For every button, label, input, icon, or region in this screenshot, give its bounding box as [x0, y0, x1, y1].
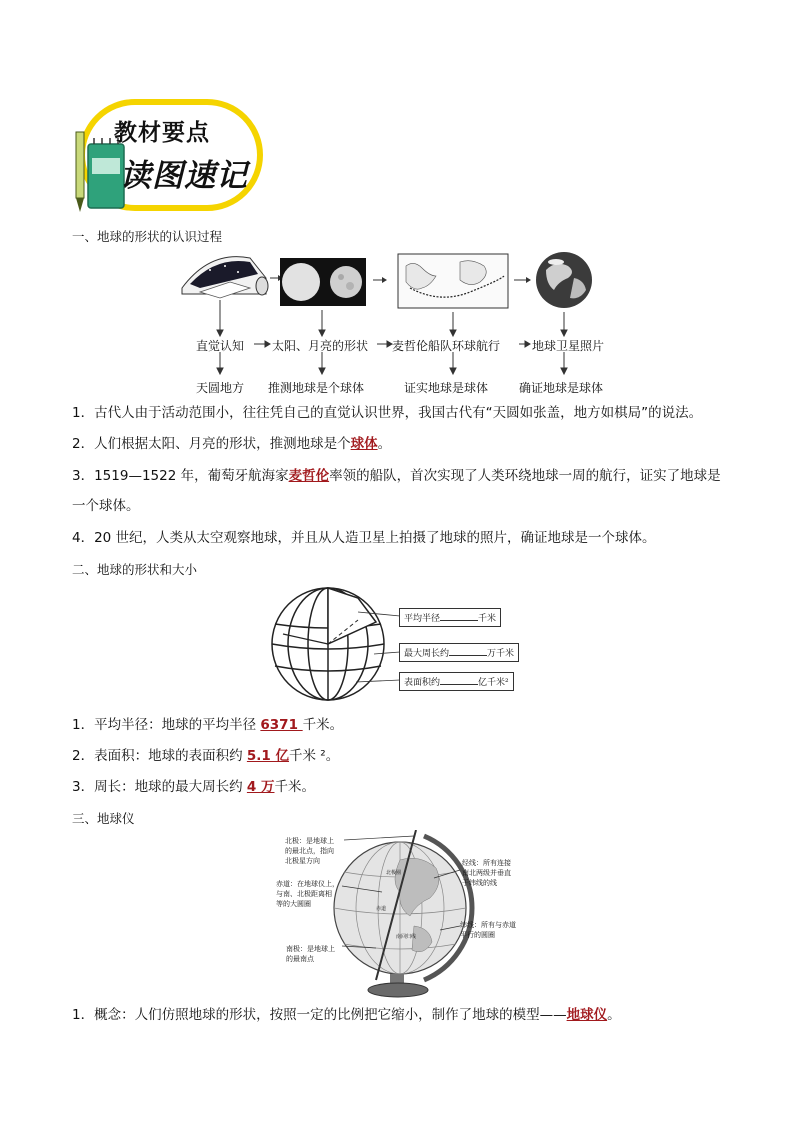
area-blank[interactable] [440, 676, 478, 685]
answer-sphere: 球体 [350, 436, 378, 452]
s1-para-2: 2．人们根据太阳、月亮的形状，推测地球是个球体。 [72, 436, 392, 452]
answer-radius: 6371 [260, 717, 303, 733]
section2-heading: 二、地球的形状和大小 [72, 562, 198, 577]
arctic-circle-map-label: 北极圈 [386, 870, 402, 876]
flow-label-satellite: 地球卫星照片 [532, 339, 605, 353]
shape-evolution-diagram [170, 248, 630, 398]
meridian-label: 经线：所有连接 南北两级并垂直 于纬线的线 [462, 859, 511, 887]
dome-sky-image [182, 257, 268, 298]
section3-heading: 三、地球仪 [72, 811, 135, 826]
s1-para-3: 3．1519—1522 年，葡萄牙航海家麦哲伦率领的船队，首次实现了人类环绕地球一周的航行，证实了地球是 [72, 468, 721, 484]
area-box: 表面积约 亿千米² [399, 672, 514, 691]
s3-para-1: 1．概念：人们仿照地球的形状，按照一定的比例把它缩小，制作了地球的模型——地球仪。 [72, 1007, 621, 1023]
flow-label-sun-moon: 太阳、月亮的形状 [272, 339, 369, 353]
equator-label: 赤道：在地球仪上， 与南、北极距离相 等的大圆圈 [276, 880, 339, 908]
s2-para-2: 2．表面积：地球的表面积约 5.1 亿千米 ²。 [72, 748, 340, 764]
section1-heading: 一、地球的形状的认识过程 [72, 229, 223, 244]
flow-label-intuition: 直觉认知 [196, 339, 245, 353]
s1-para-1: 1．古代人由于活动范围小，往往凭自己的直觉认识世界，我国古代有“天圆如张盖，地方如棋局”的说法。 [72, 405, 703, 421]
answer-globe: 地球仪 [566, 1007, 608, 1023]
radius-box: 平均半径 千米 [399, 608, 501, 627]
answer-perimeter: 4 万 [246, 779, 275, 795]
earth-photo-image [536, 252, 592, 308]
sun-moon-image [280, 258, 366, 306]
perimeter-box: 最大周长约 万千米 [399, 643, 519, 662]
equator-map-label: 赤道 [376, 906, 387, 912]
answer-magellan: 麦哲伦 [288, 468, 330, 484]
tropic-map-label: 南回归线 [396, 934, 417, 940]
flow-result-1: 天圆地方 [196, 381, 245, 395]
south-pole-label: 南极：是地球上 的最南点 [286, 945, 335, 963]
parallel-label: 纬线：所有与赤道 平行的圆圈 [460, 921, 516, 939]
s1-para-4: 4．20 世纪，人类从太空观察地球，并且从人造卫星上拍摄了地球的照片，确证地球是一个球体。 [72, 530, 656, 546]
s2-para-3: 3．周长：地球的最大周长约 4 万千米。 [72, 779, 315, 795]
flow-label-magellan: 麦哲伦船队环球航行 [392, 339, 501, 353]
banner-title-bottom: 读图速记 [120, 158, 248, 194]
north-pole-label: 北极：是地球上 的最北点，指向 北极星方向 [285, 837, 334, 865]
voyage-map-image [398, 254, 508, 308]
flow-result-2: 推测地球是个球体 [268, 381, 365, 395]
perimeter-blank[interactable] [449, 647, 487, 656]
radius-blank[interactable] [440, 612, 478, 621]
s1-para-3-cont: 一个球体。 [72, 498, 140, 514]
flow-result-4: 确证地球是球体 [519, 381, 604, 395]
answer-area: 5.1 亿 [246, 748, 290, 764]
flow-result-3: 证实地球是球体 [404, 381, 489, 395]
s2-para-1: 1．平均半径：地球的平均半径 6371 千米。 [72, 717, 344, 733]
banner-title-top: 教材要点 [114, 120, 210, 146]
